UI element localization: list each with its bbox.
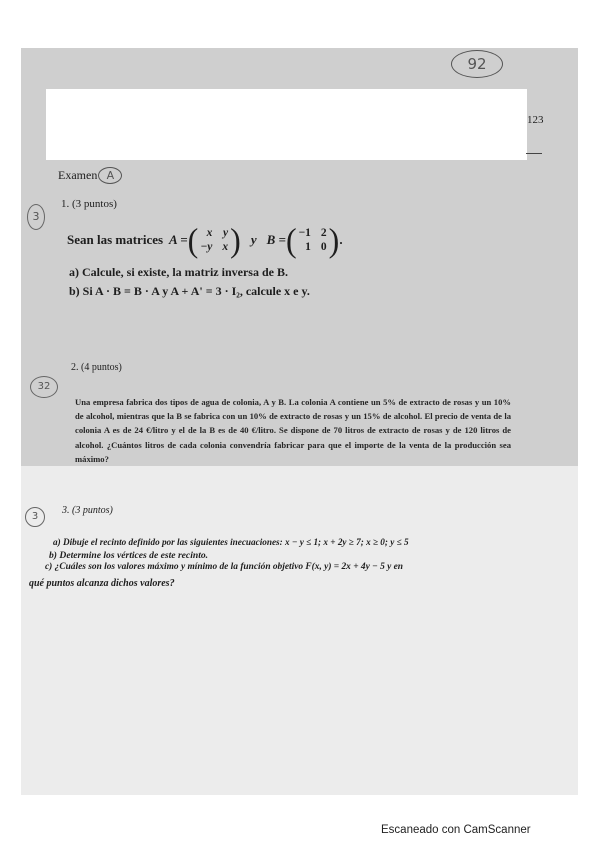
q3-part-c-line-2: qué puntos alcanza dichos valores? <box>29 578 175 589</box>
q1-intro: Sean las matrices <box>67 232 164 247</box>
exam-label-text: Examen <box>58 168 98 182</box>
q3-part-a: a) Dibuje el recinto definido por las siguientes inecuaciones: x − y ≤ 1; x + 2y ≥ 7; x ≥ 0; y ≤ 5 <box>53 537 409 547</box>
header-rule <box>526 153 542 154</box>
mark-2-circle <box>30 376 58 398</box>
grade-value: 92 <box>467 55 487 73</box>
matrix-a-cell: x <box>206 227 213 239</box>
q3-part-c-line-1: c) ¿Cuáles son los valores máximo y mínimo de la función objetivo F(x, y) = 2x + 4y − 5 y en <box>45 562 404 572</box>
q2-text: Una empresa fabrica dos tipos de agua de colonia, A y B. La colonia A contiene un 5% de extracto de rosas y un 10% de alcohol, mientras que la B se fabrica con un 10% de extracto de rosas y un 15% de alcohol. El precio de venta de la colonia A es de 24 €/litro y el de la B es de 40 €/litro. Se dispone de 70 litros de extracto de rosas y de 120 litros de alcohol. ¿Cuántos litros de cada colonia convendría fabricar para que el importe de la venta de la producción sea máximo? <box>75 397 511 464</box>
q1-conj: y <box>250 232 257 247</box>
exam-letter-circle <box>98 167 122 184</box>
matrix-b-cell: 0 <box>320 241 327 253</box>
q3-part-b: b) Determine los vértices de este recinto. <box>49 550 209 561</box>
matrix-b: ( −1 2 1 0 ) <box>285 221 340 259</box>
exam-label <box>58 167 122 184</box>
mark-3: 3 <box>31 511 39 522</box>
q1-end: . <box>339 232 343 247</box>
matrix-b-name: B = <box>266 232 286 247</box>
q1-part-a: a) Calcule, si existe, la matriz inversa de B. <box>69 265 288 279</box>
mark-3-circle <box>25 507 45 527</box>
matrix-a-cell: y <box>223 227 229 239</box>
q3-heading: 3. (3 puntos) <box>62 505 113 516</box>
year-fragment: 123 <box>527 114 544 126</box>
matrix-b-cell: 1 <box>305 241 311 253</box>
mark-1: 3 <box>32 210 40 223</box>
matrix-a-cell: x <box>222 241 229 253</box>
matrix-a: ( x y −y x ) <box>187 221 241 259</box>
q1-matrices-line <box>67 219 343 261</box>
matrix-b-cell: 2 <box>320 227 327 239</box>
q1-part-b: b) Si A · B = B · A y A + A' = 3 · I₂, calcule x e y. <box>69 284 310 298</box>
q1-heading: 1. (3 puntos) <box>61 198 117 210</box>
matrix-b-cell: −1 <box>298 227 311 239</box>
matrix-a-cell: −y <box>200 241 213 253</box>
mark-2: 32 <box>37 381 51 392</box>
q2-heading: 2. (4 puntos) <box>71 362 122 373</box>
scanner-watermark: Escaneado con CamScanner <box>381 824 531 836</box>
scanned-page <box>21 48 578 795</box>
grade-circle <box>451 50 503 78</box>
mark-1-circle <box>27 204 45 230</box>
matrix-a-name: A = <box>169 232 188 247</box>
redacted-header-box <box>46 89 527 160</box>
exam-letter: A <box>106 169 115 182</box>
